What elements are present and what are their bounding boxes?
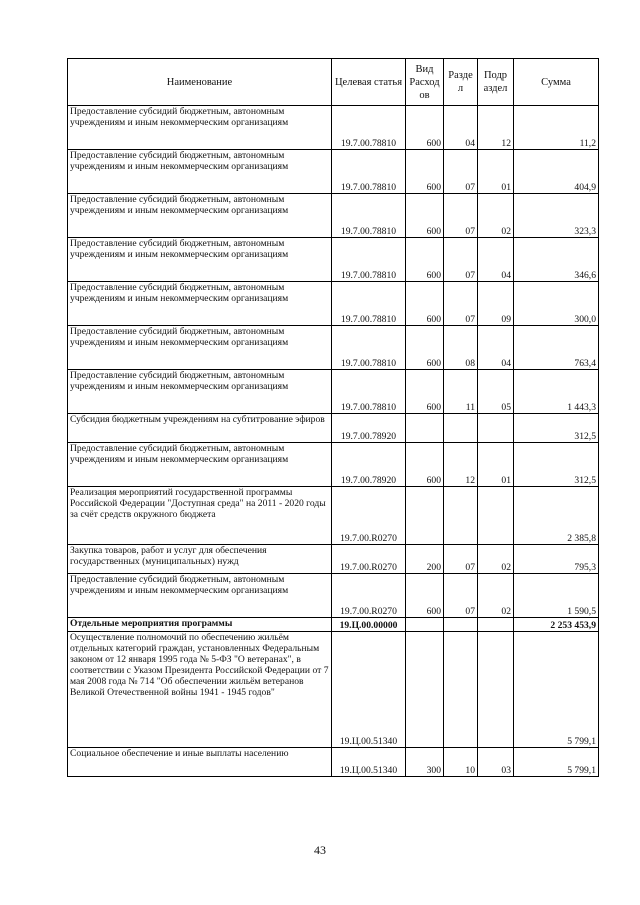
row-name: Субсидия бюджетным учреждениям на субтитрование эфиров (68, 414, 332, 443)
budget-table (67, 58, 599, 777)
row-sum: 404,9 (514, 150, 599, 194)
row-subsection: 03 (478, 748, 514, 777)
row-name: Социальное обеспечение и иные выплаты населению (68, 748, 332, 777)
row-name: Предоставление субсидий бюджетным, автономным учреждениям и иным некоммерческим организациям (68, 150, 332, 194)
row-section: 07 (444, 194, 478, 238)
row-sum: 1 443,3 (514, 370, 599, 414)
row-section: 07 (444, 574, 478, 618)
table-row (68, 487, 599, 545)
row-name: Отдельные мероприятия программы (68, 618, 332, 632)
row-subsection: 02 (478, 574, 514, 618)
row-name: Предоставление субсидий бюджетным, автономным учреждениям и иным некоммерческим организациям (68, 238, 332, 282)
table-row (68, 632, 599, 748)
row-subsection: 01 (478, 443, 514, 487)
row-kind: 600 (406, 443, 444, 487)
row-kind (406, 618, 444, 632)
row-name: Предоставление субсидий бюджетным, автономным учреждениям и иным некоммерческим организациям (68, 106, 332, 150)
row-target: 19.7.00.78810 (332, 282, 406, 326)
table-row-program-total (68, 618, 599, 632)
row-target: 19.7.00.78810 (332, 150, 406, 194)
row-section: 07 (444, 282, 478, 326)
table-row (68, 194, 599, 238)
row-section (444, 487, 478, 545)
table-row (68, 574, 599, 618)
row-target: 19.Ц.00.51340 (332, 632, 406, 748)
table-header-row (68, 59, 599, 106)
row-kind: 600 (406, 106, 444, 150)
row-sum: 346,6 (514, 238, 599, 282)
row-subsection (478, 618, 514, 632)
row-section: 04 (444, 106, 478, 150)
row-section (444, 414, 478, 443)
row-kind: 200 (406, 545, 444, 574)
row-subsection: 02 (478, 545, 514, 574)
row-section: 07 (444, 150, 478, 194)
row-target: 19.7.00.R0270 (332, 545, 406, 574)
row-kind: 600 (406, 282, 444, 326)
row-subsection: 05 (478, 370, 514, 414)
row-sum: 2 385,8 (514, 487, 599, 545)
row-kind (406, 632, 444, 748)
row-target: 19.7.00.R0270 (332, 574, 406, 618)
row-target: 19.Ц.00.00000 (332, 618, 406, 632)
table-row (68, 282, 599, 326)
row-section (444, 632, 478, 748)
row-subsection: 09 (478, 282, 514, 326)
row-name: Предоставление субсидий бюджетным, автономным учреждениям и иным некоммерческим организациям (68, 194, 332, 238)
row-section (444, 618, 478, 632)
row-target: 19.7.00.78810 (332, 238, 406, 282)
row-name: Осуществление полномочий по обеспечению жильём отдельных категорий граждан, установленных Федеральным законом от 12 января 1995 года № 5-ФЗ "О ветеранах", в соответствии с Указом Президента Российской Федерации от 7 мая 2008 года № 714 "Об обеспечении жильём ветеранов Великой Отечественной войны 1941 - 1945 годов" (68, 632, 332, 748)
row-target: 19.Ц.00.51340 (332, 748, 406, 777)
row-target: 19.7.00.R0270 (332, 487, 406, 545)
row-target: 19.7.00.78810 (332, 106, 406, 150)
row-sum: 1 590,5 (514, 574, 599, 618)
header-sum: Сумма (514, 59, 599, 106)
row-sum: 312,5 (514, 443, 599, 487)
row-name: Закупка товаров, работ и услуг для обеспечения государственных (муниципальных) нужд (68, 545, 332, 574)
row-section: 10 (444, 748, 478, 777)
row-sum: 5 799,1 (514, 748, 599, 777)
row-sum: 2 253 453,9 (514, 618, 599, 632)
row-kind: 600 (406, 194, 444, 238)
row-subsection: 04 (478, 238, 514, 282)
row-name: Предоставление субсидий бюджетным, автономным учреждениям и иным некоммерческим организациям (68, 326, 332, 370)
table-row (68, 748, 599, 777)
row-sum: 312,5 (514, 414, 599, 443)
row-target: 19.7.00.78920 (332, 443, 406, 487)
row-sum: 795,3 (514, 545, 599, 574)
row-kind: 600 (406, 574, 444, 618)
row-subsection (478, 487, 514, 545)
table-row (68, 238, 599, 282)
row-subsection (478, 414, 514, 443)
row-name: Предоставление субсидий бюджетным, автономным учреждениям и иным некоммерческим организациям (68, 282, 332, 326)
row-kind: 600 (406, 370, 444, 414)
row-subsection: 01 (478, 150, 514, 194)
header-subsection: Подр аздел (478, 59, 514, 106)
row-section: 12 (444, 443, 478, 487)
row-section: 07 (444, 238, 478, 282)
row-kind (406, 414, 444, 443)
row-section: 11 (444, 370, 478, 414)
row-section: 07 (444, 545, 478, 574)
row-sum: 763,4 (514, 326, 599, 370)
row-name: Предоставление субсидий бюджетным, автономным учреждениям и иным некоммерческим организациям (68, 574, 332, 618)
row-target: 19.7.00.78810 (332, 370, 406, 414)
row-sum: 11,2 (514, 106, 599, 150)
table-row (68, 370, 599, 414)
table-row (68, 443, 599, 487)
table-row (68, 545, 599, 574)
header-section: Разде л (444, 59, 478, 106)
header-name: Наименование (68, 59, 332, 106)
row-sum: 5 799,1 (514, 632, 599, 748)
row-kind: 300 (406, 748, 444, 777)
row-subsection (478, 632, 514, 748)
table-row (68, 326, 599, 370)
row-name: Предоставление субсидий бюджетным, автономным учреждениям и иным некоммерческим организациям (68, 370, 332, 414)
page-number: 43 (314, 843, 326, 857)
row-subsection: 04 (478, 326, 514, 370)
header-target: Целевая статья (332, 59, 406, 106)
row-section: 08 (444, 326, 478, 370)
row-target: 19.7.00.78810 (332, 326, 406, 370)
row-target: 19.7.00.78920 (332, 414, 406, 443)
row-sum: 300,0 (514, 282, 599, 326)
table-row (68, 414, 599, 443)
row-kind (406, 487, 444, 545)
row-name: Предоставление субсидий бюджетным, автономным учреждениям и иным некоммерческим организациям (68, 443, 332, 487)
row-target: 19.7.00.78810 (332, 194, 406, 238)
row-subsection: 12 (478, 106, 514, 150)
row-kind: 600 (406, 238, 444, 282)
header-kind: Вид Расход ов (406, 59, 444, 106)
row-kind: 600 (406, 150, 444, 194)
row-name: Реализация мероприятий государственной программы Российской Федерации "Доступная среда" на 2011 - 2020 годы за счёт средств окружного бюджета (68, 487, 332, 545)
row-kind: 600 (406, 326, 444, 370)
table-row (68, 150, 599, 194)
row-subsection: 02 (478, 194, 514, 238)
table-row (68, 106, 599, 150)
row-sum: 323,3 (514, 194, 599, 238)
